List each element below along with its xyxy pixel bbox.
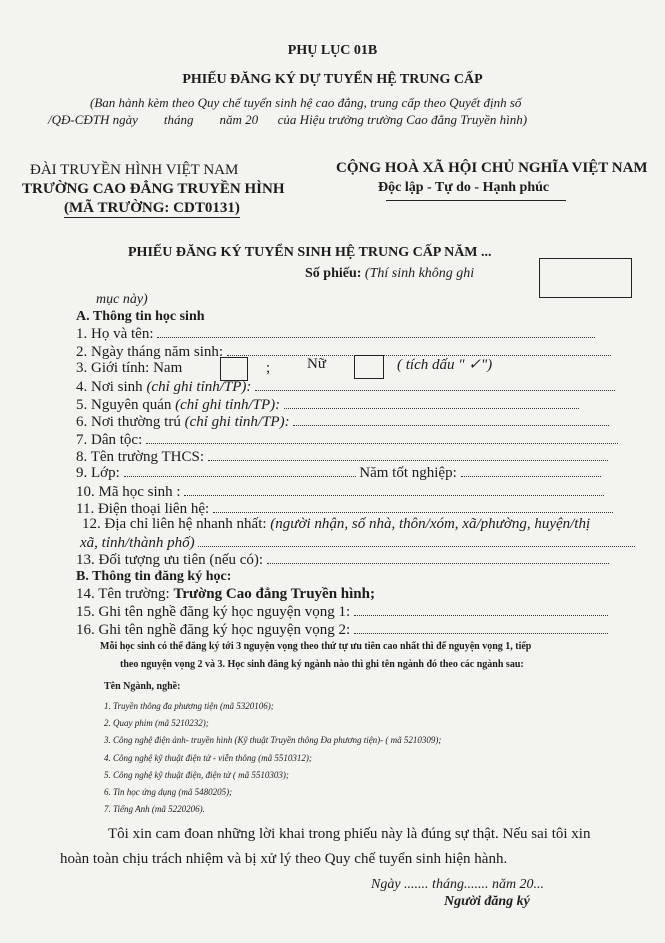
motto: Độc lập - Tự do - Hạnh phúc [378, 180, 550, 195]
ethnicity-input[interactable] [146, 431, 618, 444]
signer-label: Người đăng ký [444, 894, 530, 909]
contact-address-input[interactable] [198, 534, 635, 547]
field-label: 4. Nơi sinh [76, 379, 143, 395]
org-name: ĐÀI TRUYỀN HÌNH VIỆT NAM [30, 162, 239, 178]
major-item: 6. Tin học ứng dụng (mã 5480205); [104, 787, 233, 797]
field-label: 2. Ngày tháng năm sinh: [76, 344, 224, 360]
field-note: (chỉ ghi tỉnh/TP): [175, 397, 281, 413]
field-priority [76, 551, 609, 569]
form-title: PHIẾU ĐĂNG KÝ DỰ TUYỂN HỆ TRUNG CẤP [182, 72, 483, 87]
main-title: PHIẾU ĐĂNG KÝ TUYỂN SINH HỆ TRUNG CẤP NĂM ... [128, 245, 492, 260]
field-label: 1. Họ và tên: [76, 326, 154, 342]
major-item: 2. Quay phim (mã 5210232); [104, 718, 209, 728]
major-item: 3. Công nghệ điện ảnh- truyền hình (Kỹ thuật Truyền thông Đa phương tiện)- ( mã 5210309); [104, 735, 442, 745]
field-label: 15. Ghi tên nghề đăng ký học nguyện vọng 1: [76, 604, 351, 620]
major-item: 1. Truyền thông đa phương tiện (mã 5320106); [104, 701, 274, 711]
commitment-line-2: hoàn toàn chịu trách nhiệm và bị xử lý theo Quy chế tuyển sinh hiện hành. [60, 851, 508, 867]
ticket-note-2: mục này) [96, 292, 148, 307]
ticket-label: Số phiếu: [305, 266, 362, 281]
full-name-input[interactable] [157, 325, 595, 338]
field-label: 12. Địa chỉ liên hệ nhanh nhất: [82, 516, 267, 532]
major-item: 4. Công nghệ kỹ thuật điện tử - viễn thông (mã 5510312); [104, 753, 312, 763]
student-code-input[interactable] [184, 483, 604, 496]
ticket-line [305, 266, 474, 282]
field-student-code [76, 483, 604, 501]
major-item: 7. Tiếng Anh (mã 5220206). [104, 804, 205, 814]
majors-label: Tên Ngành, nghề: [104, 681, 181, 692]
ticket-note: (Thí sinh không ghi [364, 266, 475, 281]
field-label: 7. Dân tộc: [76, 432, 143, 448]
major-item: 5. Công nghệ kỹ thuật điện, điện tử ( mã 5510303); [104, 770, 289, 780]
commitment-line-1: Tôi xin cam đoan những lời khai trong phiếu này là đúng sự thật. Nếu sai tôi xin [108, 826, 591, 842]
choice-2-input[interactable] [354, 621, 608, 634]
instruction-line-1: Mỗi học sinh có thể đăng ký tới 3 nguyện vọng theo thứ tự ưu tiên cao nhất thì để nguyện vọng 1, tiếp [100, 641, 532, 652]
field-class [76, 464, 601, 482]
field-note: xã, tỉnh/thành phố) [80, 535, 195, 551]
field-label: 11. Điện thoại liên hệ: [76, 501, 210, 517]
section-a-title: A. Thông tin học sinh [76, 309, 205, 324]
country-name: CỘNG HOÀ XÃ HỘI CHỦ NGHĨA VIỆT NAM [336, 160, 648, 176]
school-code: (MÃ TRƯỜNG: CDT0131) [64, 200, 240, 216]
section-b-title: B. Thông tin đăng ký học: [76, 569, 232, 584]
field-label: 8. Tên trường THCS: [76, 449, 205, 465]
field-residence [76, 413, 609, 431]
residence-input[interactable] [293, 413, 609, 426]
field-hometown [76, 396, 579, 414]
field-label: 16. Ghi tên nghề đăng ký học nguyện vọng 2: [76, 622, 351, 638]
gender-female-label: Nữ [307, 356, 326, 372]
phone-input[interactable] [213, 500, 613, 513]
school-name: TRƯỜNG CAO ĐẲNG TRUYỀN HÌNH [22, 181, 285, 197]
date-line: Ngày ....... tháng....... năm 20... [371, 877, 545, 892]
field-school-name [76, 586, 375, 603]
graduation-year-input[interactable] [461, 464, 601, 477]
field-gender-label: 3. Giới tính: Nam [76, 360, 183, 376]
hometown-input[interactable] [284, 396, 579, 409]
field-value: Trường Cao đẳng Truyền hình; [173, 586, 375, 602]
field-choice-1 [76, 603, 608, 621]
issued-line-2: /QĐ-CĐTH ngày tháng năm 20 của Hiệu trưởng trường Cao đẳng Truyền hình) [48, 112, 528, 127]
field-birthplace [76, 378, 615, 396]
ticket-number-box[interactable] [539, 258, 632, 298]
field-label: 9. Lớp: [76, 465, 120, 481]
field-dob [76, 343, 611, 361]
gender-female-checkbox[interactable] [354, 355, 384, 379]
class-input[interactable] [124, 464, 356, 477]
secondary-school-input[interactable] [208, 448, 608, 461]
appendix-label: PHỤ LỤC 01B [287, 43, 378, 58]
motto-underline [386, 200, 566, 201]
priority-input[interactable] [267, 551, 609, 564]
field-contact-address [82, 516, 590, 533]
field-note: (người nhận, số nhà, thôn/xóm, xã/phường, huyện/thị [270, 516, 591, 532]
field-label: 13. Đối tượng ưu tiên (nếu có): [76, 552, 264, 568]
field-ethnicity [76, 431, 618, 449]
issued-line-1: (Ban hành kèm theo Quy chế tuyển sinh hệ cao đẳng, trung cấp theo Quyết định số [90, 95, 522, 110]
field-label: 14. Tên trường: [76, 586, 170, 602]
choice-1-input[interactable] [354, 603, 608, 616]
field-choice-2 [76, 621, 608, 639]
field-note: (chỉ ghi tỉnh/TP): [184, 414, 290, 430]
field-label: 10. Mã học sinh : [76, 484, 181, 500]
field-label: Năm tốt nghiệp: [359, 465, 457, 481]
instruction-line-2: theo nguyện vọng 2 và 3. Học sinh đăng ký ngành nào thì ghi tên ngành đó theo các ngành sau: [120, 659, 524, 670]
field-full-name [76, 325, 595, 343]
gender-tick-note: ( tích dấu " ✓") [397, 357, 493, 373]
field-label: 6. Nơi thường trú [76, 414, 181, 430]
field-note: (chỉ ghi tỉnh/TP): [146, 379, 252, 395]
field-label: 5. Nguyên quán [76, 397, 172, 413]
birthplace-input[interactable] [255, 378, 615, 391]
field-contact-address-2 [80, 534, 635, 552]
gender-separator: ; [266, 360, 271, 376]
